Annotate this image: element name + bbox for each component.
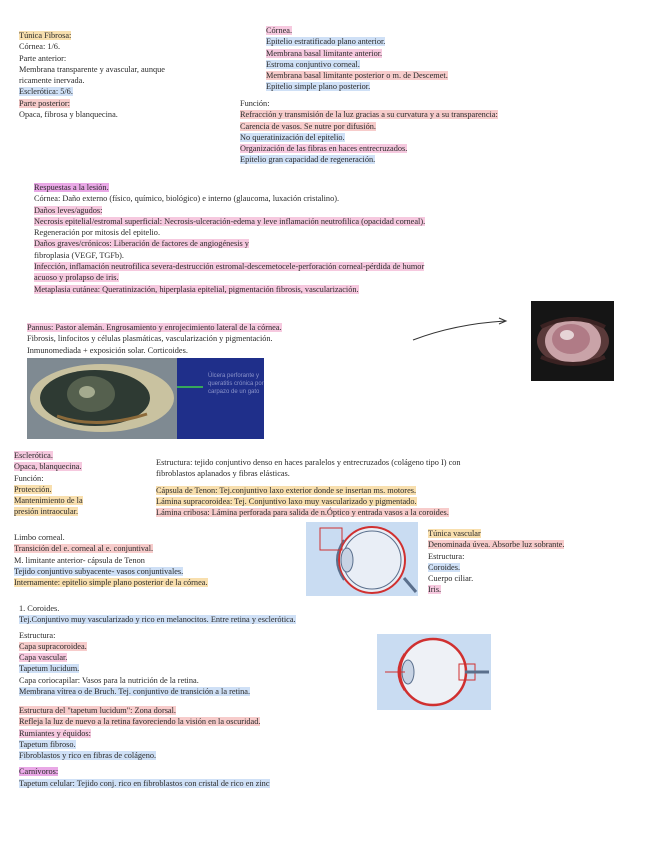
respuestas-line-4: Regeneración por mitosis del epitelio.: [34, 228, 161, 238]
cornea-layer-2: Membrana basal limitante anterior.: [266, 48, 383, 58]
membrana-line-2: ricamente inervada.: [19, 76, 85, 86]
respuestas-block: [34, 182, 425, 295]
esclerotica-title: Esclerótica.: [14, 451, 53, 460]
cornea-layer-1: Epitelio estratificado plano anterior.: [266, 37, 386, 47]
respuestas-line-3: Necrosis epitelial/estromal superficial: Necrosis-ulceración-edema y leve inflamación neutrofilica (opacidad corneal).: [34, 216, 426, 226]
esclerotica-funcion: Función:: [14, 473, 44, 483]
cornea-layer-3: Estroma conjuntivo corneal.: [266, 59, 360, 69]
limbo-line-2: Transición del e. corneal al e. conjuntival.: [14, 544, 154, 554]
funcion-line-4: Organización de las fibras en haces entrecruzados.: [240, 144, 408, 154]
coroides-supracoroidea: Capa supracoroidea.: [19, 641, 87, 651]
respuestas-line-9: Metaplasia cutánea: Queratinización, hiperplasia epitelial, pigmentación fibrosis, vascularización.: [34, 284, 359, 294]
limbo-title: Limbo corneal.: [14, 533, 65, 542]
ulcer-caption: Úlcera perforante y queratitis crónica por carpazo de un gato: [208, 373, 264, 395]
respuestas-line-1: Córnea: Daño externo (físico, químico, biológico) e interno (glaucoma, luxación cristalino).: [34, 194, 340, 204]
eye-diagram-2: [377, 634, 491, 710]
limbo-line-3: M. limitante anterior- cápsula de Tenon: [14, 555, 145, 565]
tapetum-carnivoros: Carnívoros:: [19, 767, 59, 777]
limbo-line-5: Internamente: epitelio simple plano posterior de la córnea.: [14, 578, 208, 588]
pannus-line-3: Inmunomediada + exposición solar. Corticoides.: [27, 345, 188, 355]
coroides-membrana-vitrea: Membrana vítrea o de Bruch. Tej. conjuntivo de transición a la retina.: [19, 687, 251, 697]
respuestas-line-8: acuoso y prolapso de iris.: [34, 273, 119, 283]
funcion-line-5: Epitelio gran capacidad de regeneración.: [240, 155, 376, 165]
funcion-title: Función:: [240, 99, 270, 108]
tapetum-celular: Tapetum celular: Tejido conj. rico en fibroblastos con cristal de rico en zinc: [19, 778, 270, 788]
estructura-escl-3: Cápsula de Tenon: Tej.conjuntivo laxo exterior donde se insertan ms. motores.: [156, 485, 417, 495]
tapetum-line-1: Estructura del "tapetum lucidum": Zona dorsal.: [19, 706, 176, 715]
coroides-coriocapilar: Capa coriocapilar: Vasos para la nutrición de la retina.: [19, 675, 199, 685]
parte-posterior-label: Parte posterior:: [19, 98, 70, 108]
coroides-tapetum: Tapetum lucidum.: [19, 664, 80, 674]
cornea-layer-4: Membrana basal limitante posterior o m. de Descemet.: [266, 71, 448, 81]
coroides-title: 1. Coroides.: [19, 604, 60, 613]
respuestas-line-2: Daños leves/agudos:: [34, 205, 103, 215]
estructura-esclerotica-block: [156, 457, 461, 518]
tapetum-line-2: Refleja la luz de nuevo a la retina favoreciendo la visión en la oscuridad.: [19, 717, 261, 727]
cornea-layer-5: Epitelio simple plano posterior.: [266, 82, 371, 92]
arrow-icon: [410, 316, 510, 344]
vascular-line-1: Denominada úvea. Absorbe luz sobrante.: [428, 540, 565, 550]
limbo-block: [14, 532, 208, 588]
estructura-escl-1: Estructura: tejido conjuntivo denso en haces paralelos y entrecruzados (colágeno tipo I) con: [156, 458, 461, 467]
respuestas-line-7: Infección, inflamación neutrofilica severa-destrucción estromal-descemetocele-perforación corneal-pérdida de humor: [34, 262, 425, 272]
pannus-eye-photo: [531, 301, 614, 381]
tunica-fibrosa-title: Túnica Fibrosa:: [19, 31, 72, 40]
funcion-line-2: Carencia de vasos. Se nutre por difusión.: [240, 121, 376, 131]
coroides-block: [19, 603, 296, 697]
funcion-block: [240, 98, 498, 166]
cornea-layers-title: Córnea.: [266, 26, 293, 35]
pannus-line-2: Fibrosis, linfocitos y células plasmáticas, vascularización y pigmentación.: [27, 334, 273, 344]
coroides-line-1: Tej.Conjuntivo muy vascularizado y rico en melanocitos. Entre retina y esclerótica.: [19, 615, 296, 625]
esclerotica-proteccion: Protección.: [14, 484, 52, 494]
esclerotica-mant-1: Mantenimiento de la: [14, 496, 83, 506]
coroides-vascular: Capa vascular.: [19, 653, 68, 663]
estructura-escl-4: Lámina supracoroidea: Tej. Conjuntivo laxo muy vascularizado y pigmentado.: [156, 496, 417, 506]
estructura-escl-2: fibroblastos aplanados y fibras elásticas.: [156, 469, 290, 479]
parte-anterior-label: Parte anterior:: [19, 53, 67, 63]
esclerotica-block: [14, 450, 83, 518]
ulcer-cat-photo: [27, 358, 264, 439]
vascular-line-2: Estructura:: [428, 551, 465, 561]
eye-diagram-1: [306, 522, 418, 596]
respuestas-title: Respuestas a la lesión.: [34, 183, 109, 192]
esclerotica-mant-2: presión intraocular.: [14, 507, 79, 517]
vascular-title: Túnica vascular: [428, 529, 481, 538]
tapetum-block: [19, 705, 270, 789]
estructura-escl-5: Lámina cribosa: Lámina perforada para salida de n.Óptico y entrada vasos a la coroides.: [156, 508, 449, 518]
tunica-fibrosa-block: [19, 30, 165, 120]
pannus-line-1: Pannus: Pastor alemán. Engrosamiento y enrojecimiento lateral de la córnea.: [27, 323, 282, 332]
respuestas-line-5: Daños graves/crónicos: Liberación de factores de angiogénesis y: [34, 239, 249, 249]
esclerotica-fraction: Esclerótica: 5/6.: [19, 87, 73, 97]
funcion-line-3: No queratinización del epitelio.: [240, 132, 345, 142]
funcion-line-1: Refracción y transmisión de la luz gracias a su curvatura y a su transparencia:: [240, 110, 498, 120]
cornea-layers-block: [266, 25, 448, 93]
coroides-estructura: Estructura:: [19, 630, 56, 640]
tapetum-fibroblastos: Fibroblastos y rico en fibras de colágeno.: [19, 751, 157, 761]
opaca-fibrosa-text: Opaca, fibrosa y blanquecina.: [19, 110, 118, 120]
vascular-block: [428, 528, 564, 596]
tapetum-fibroso: Tapetum fibroso.: [19, 739, 76, 749]
vascular-cuerpo-ciliar: Cuerpo ciliar.: [428, 574, 474, 584]
limbo-line-4: Tejido conjuntivo subyacente- vasos conjuntivales.: [14, 566, 184, 576]
respuestas-line-6: fibroplasia (VEGF, TGFb).: [34, 250, 124, 260]
tapetum-rumiantes: Rumiantes y équidos:: [19, 728, 91, 738]
vascular-coroides: Coroides.: [428, 562, 461, 572]
cornea-fraction: Córnea: 1/6.: [19, 42, 61, 52]
esclerotica-opaca: Opaca, blanquecina.: [14, 462, 82, 472]
membrana-line-1: Membrana transparente y avascular, aunque: [19, 64, 165, 74]
pannus-block: [27, 322, 282, 356]
vascular-iris: Iris.: [428, 585, 442, 595]
